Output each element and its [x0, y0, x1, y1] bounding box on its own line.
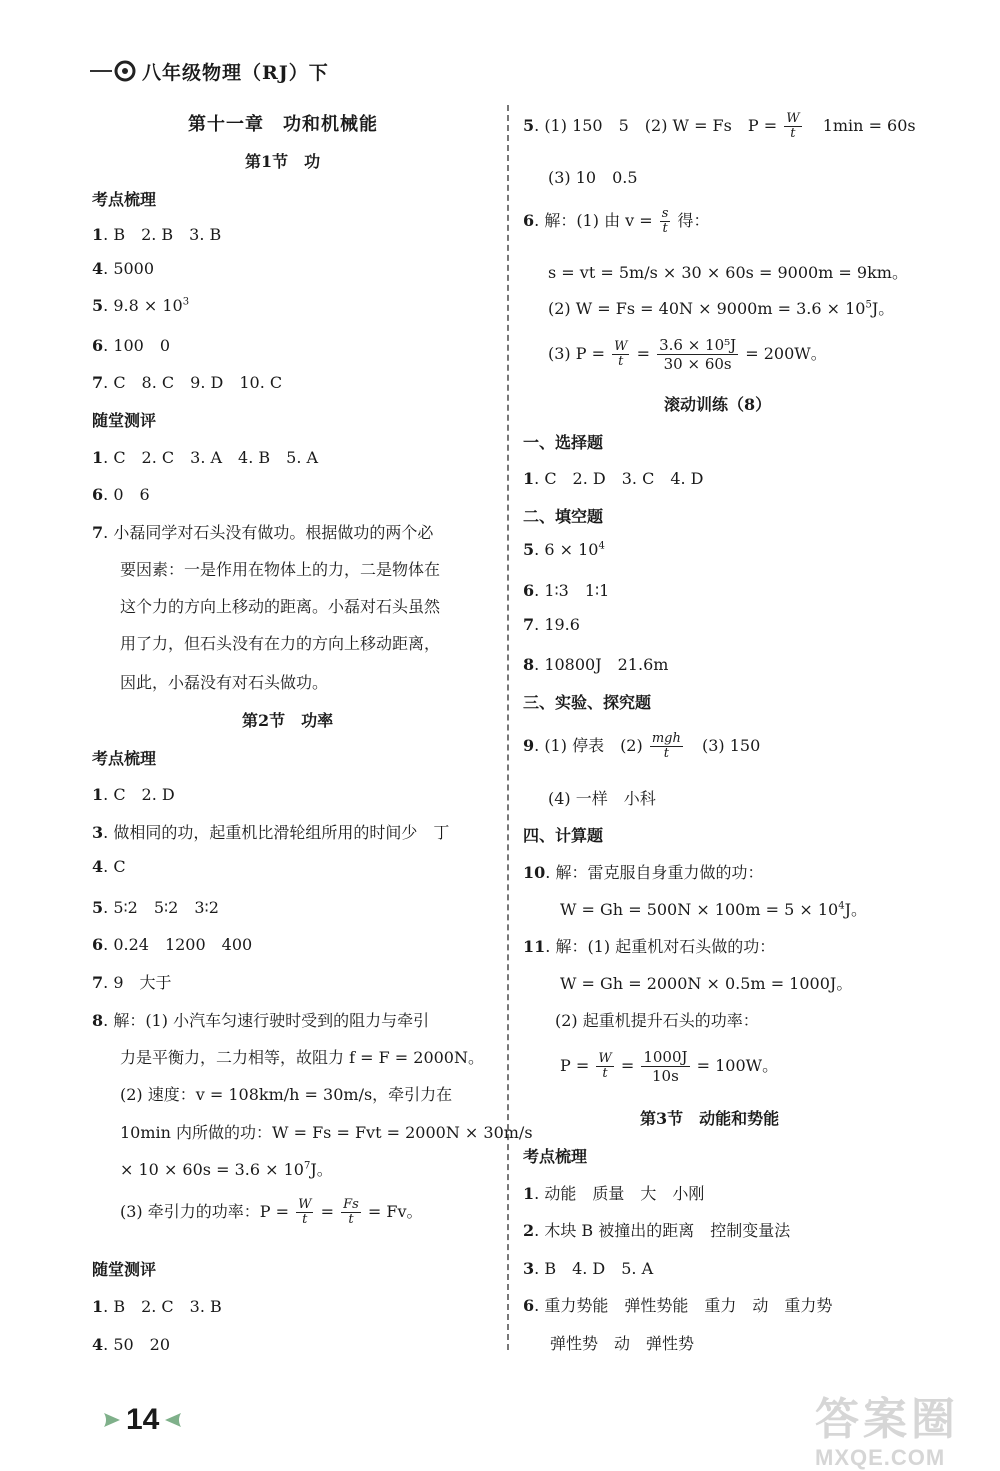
fraction: $\frac{W}{t}$: [598, 1051, 612, 1081]
fraction: $\frac{s}{t}$: [661, 206, 669, 236]
list-item: 6. 重力势能 弹性势能 重力 动 重力势: [523, 1296, 833, 1315]
list-item: 7. 9 大于: [92, 973, 172, 992]
fraction: $\frac{Fs}{t}$: [343, 1197, 359, 1227]
list-item: 11. 解：(1) 起重机对石头做的功：: [523, 937, 776, 956]
list-item: 6. 100 0: [92, 336, 171, 355]
text-line: 要因素：一是作用在物体上的力，二是物体在: [120, 560, 441, 579]
text-line: 因此，小磊没有对石头做功。: [120, 673, 329, 692]
list-item: 1. B 2. C 3. B: [92, 1297, 222, 1316]
list-item: 1. C 2. D: [92, 785, 175, 804]
text-line: 这个力的方向上移动的距离。小磊对石头虽然: [120, 597, 441, 616]
formula-line: P = $\frac{W}{t}$ = $\frac{1000J}{10s}$ = 100W。: [560, 1048, 779, 1085]
list-item: 8. 10800J 21.6m: [523, 655, 669, 674]
section-1-title: 第1节 功: [245, 152, 321, 171]
list-item: 5. $6 \times 10^4$: [523, 540, 605, 559]
text-line: × $10 \times 60s = 3.6 \times 10^7J$。: [120, 1160, 333, 1179]
section-2-title: 第2节 功率: [242, 711, 334, 730]
s3-kd-heading: 考点梳理: [523, 1147, 588, 1166]
fraction: $\frac{W}{t}$: [298, 1197, 312, 1227]
watermark: [815, 1395, 959, 1471]
text-line: (3) 10 0.5: [548, 168, 638, 187]
text-line: 10min 内所做的功：W = Fs = Fvt = 2000N × 30m/s: [120, 1123, 533, 1142]
list-item: 6. 1∶3 1∶1: [523, 581, 610, 600]
formula-line: 5. (1) 150 5 (2) W = Fs P = $\frac{W}{t}$ 1min = 60s: [523, 111, 916, 141]
header-rule: [90, 70, 112, 72]
column-divider: [507, 105, 509, 1350]
list-item: 4. 50 20: [92, 1335, 171, 1354]
watermark-url: MXQE.COM: [815, 1445, 946, 1470]
rolling-training-title: 滚动训练（8）: [664, 395, 772, 414]
list-item: 1. B 2. B 3. B: [92, 225, 222, 244]
s2-st-heading: 随堂测评: [92, 1260, 157, 1279]
fraction: $\frac{W}{t}$: [614, 339, 628, 369]
list-item: 2. 木块 B 被撞出的距离 控制变量法: [523, 1221, 791, 1240]
gd-heading-4: 四、计算题: [523, 826, 604, 845]
text-line: (2) 速度：v = 108km/h = 30m/s，牵引力在: [120, 1085, 453, 1104]
gd-heading-2: 二、填空题: [523, 507, 604, 526]
gd-heading-3: 三、实验、探究题: [523, 693, 652, 712]
list-item: 8. 解：(1) 小汽车匀速行驶时受到的阻力与牵引: [92, 1011, 430, 1030]
fraction: $\frac{1000J}{10s}$: [643, 1048, 688, 1085]
list-item: 3. B 4. D 5. A: [523, 1259, 654, 1278]
fraction: $\frac{W}{t}$: [786, 111, 800, 141]
list-item: 4. 5000: [92, 259, 155, 278]
list-item: 1. C 2. C 3. A 4. B 5. A: [92, 448, 319, 467]
gd-heading-1: 一、选择题: [523, 433, 604, 452]
list-item: 7. 小磊同学对石头没有做功。根据做功的两个必: [92, 523, 434, 542]
page-number-text: 14: [126, 1403, 160, 1436]
text-line: 用了力，但石头没有在力的方向上移动距离，: [120, 634, 441, 653]
list-item: 6. 0 6: [92, 485, 150, 504]
fraction: $\frac{\text{3.6 × 10⁵J}}{30 \times 60s}$: [659, 336, 737, 373]
list-item: 6. 0.24 1200 400: [92, 935, 253, 954]
page-header: [90, 55, 329, 87]
list-item: 1. C 2. D 3. C 4. D: [523, 469, 704, 488]
list-item: 7. C 8. C 9. D 10. C: [92, 373, 283, 392]
text-line: (2) 起重机提升石头的功率：: [555, 1011, 759, 1030]
text-line: W = Gh = 2000N × 0.5m = 1000J。: [560, 974, 853, 993]
chapter-title: 第十一章 功和机械能: [188, 114, 378, 135]
leaf-left-icon: [100, 1409, 122, 1431]
list-item: 7. 19.6: [523, 615, 580, 634]
formula-line: 9. (1) 停表 (2) $\frac{\text{mgh}}{t}$ (3) 150: [523, 731, 761, 761]
list-item: 1. 动能 质量 大 小刚: [523, 1184, 705, 1203]
formula-line: (3) P = $\frac{W}{t}$ = $\frac{\text{3.6 × 10⁵J}}{30 \times 60s}$ = 200W。: [548, 336, 827, 373]
page-number: [100, 1403, 185, 1437]
watermark-title: 答案圈: [815, 1395, 959, 1444]
formula-line: (3) 牵引力的功率：P = $\frac{W}{t}$ = $\frac{Fs}{t}$ = Fv。: [120, 1197, 423, 1227]
text-line: (4) 一样 小科: [548, 789, 656, 808]
book-logo-icon: [114, 60, 136, 82]
fraction: $\frac{\text{mgh}}{t}$: [651, 731, 681, 761]
text-line: $W = Gh = 500N \times 100m = 5 \times 10^4J$。: [560, 900, 868, 919]
list-item: 5. $9.8 \times 10^3$: [92, 296, 190, 315]
list-item: 5. 5∶2 5∶2 3∶2: [92, 898, 219, 917]
list-item: 3. 做相同的功，起重机比滑轮组所用的时间少 丁: [92, 823, 450, 842]
list-item: 10. 解：雷克服自身重力做的功：: [523, 863, 764, 882]
text-line: s = vt = 5m/s × 30 × 60s = 9000m = 9km。: [548, 263, 908, 282]
text-line: 弹性势 动 弹性势: [550, 1334, 695, 1353]
s1-kd-heading: 考点梳理: [92, 190, 157, 209]
s1-st-heading: 随堂测评: [92, 411, 157, 430]
list-item: 4. C: [92, 857, 126, 876]
s2-kd-heading: 考点梳理: [92, 749, 157, 768]
formula-line: 6. 解：(1) 由 v = $\frac{s}{t}$ 得：: [523, 206, 710, 236]
header-title: 八年级物理（RJ）下: [142, 61, 329, 84]
text-line: 力是平衡力，二力相等，故阻力 f = F = 2000N。: [120, 1048, 484, 1067]
leaf-right-icon: [163, 1409, 185, 1431]
text-line: (2) $W = Fs = 40N \times 9000m = 3.6 \times 10^5J$。: [548, 299, 895, 318]
section-3-title: 第3节 动能和势能: [640, 1109, 780, 1128]
